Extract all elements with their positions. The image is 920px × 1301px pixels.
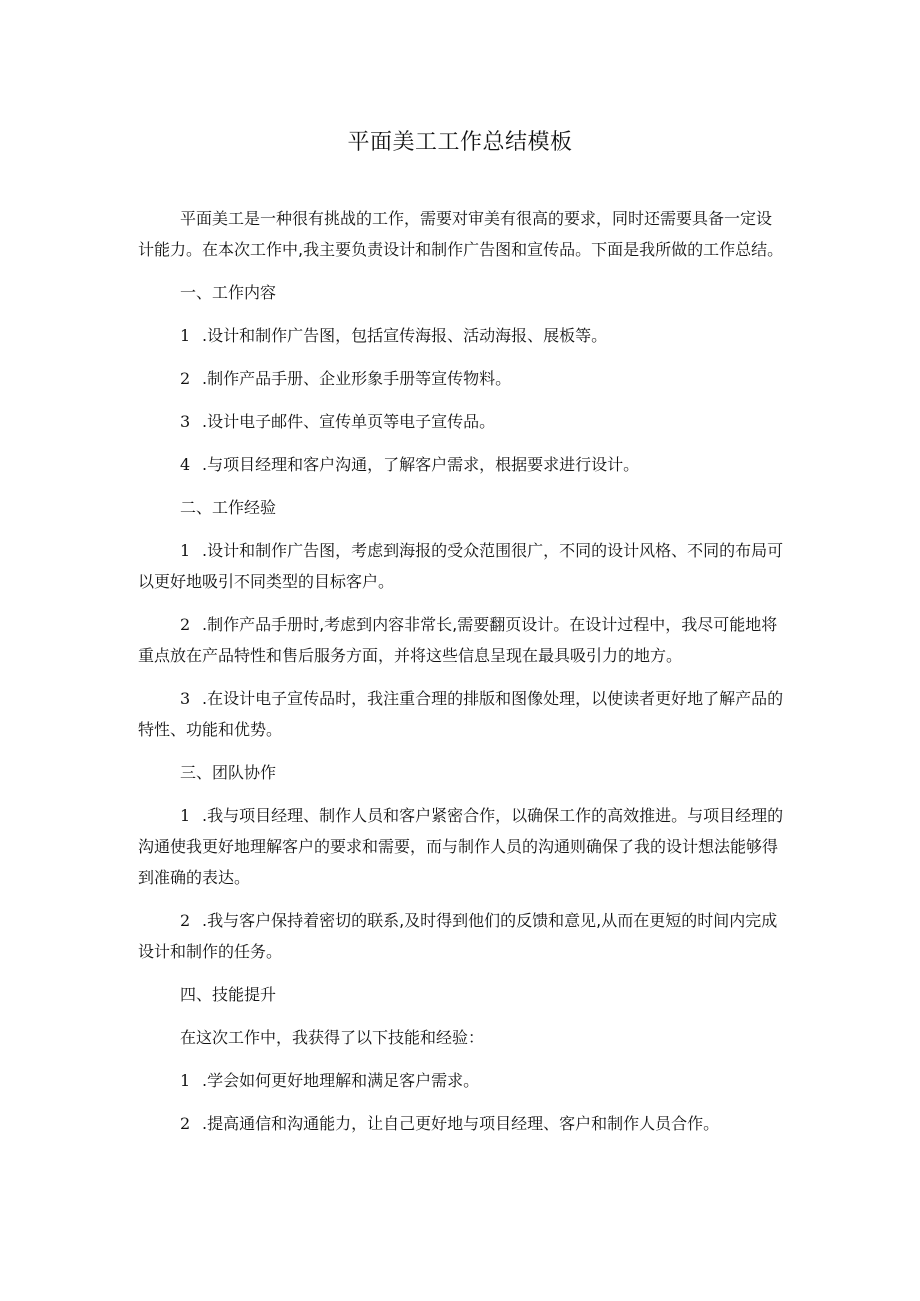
list-item-number: 1 bbox=[180, 541, 191, 560]
list-item bbox=[138, 683, 784, 745]
document-body bbox=[138, 203, 784, 1151]
list-item-text: .设计和制作广告图，包括宣传海报、活动海报、展板等。 bbox=[202, 326, 608, 345]
section-heading: 三、团队协作 bbox=[180, 763, 277, 782]
list-item bbox=[138, 535, 784, 597]
page-title: 平面美工工作总结模板 bbox=[347, 130, 573, 155]
list-item-number: 3 bbox=[180, 689, 191, 708]
list-item-number: 1 bbox=[180, 806, 191, 825]
list-item-text: .我与客户保持着密切的联系,及时得到他们的反馈和意见,从而在更短的时间内完成设计和制作的任务。 bbox=[138, 911, 778, 961]
list-item bbox=[138, 320, 784, 351]
list-item-number: 1 bbox=[180, 1071, 191, 1090]
list-item-text: .学会如何更好地理解和满足客户需求。 bbox=[202, 1071, 480, 1090]
list-item-text: .制作产品手册时,考虑到内容非常长,需要翻页设计。在设计过程中，我尽可能地将重点放在产品特性和售后服务方面，并将这些信息呈现在最具吸引力的地方。 bbox=[138, 615, 778, 665]
list-item-number: 2 bbox=[180, 1114, 191, 1133]
intro-paragraph: 平面美工是一种很有挑战的工作，需要对审美有很高的要求，同时还需要具备一定设计能力。在本次工作中,我主要负责设计和制作广告图和宣传品。下面是我所做的工作总结。 bbox=[138, 209, 784, 259]
list-item-text: .我与项目经理、制作人员和客户紧密合作，以确保工作的高效推进。与项目经理的沟通使我更好地理解客户的要求和需要，而与制作人员的沟通则确保了我的设计想法能够得到准确的表达。 bbox=[138, 806, 784, 887]
list-item bbox=[138, 609, 784, 671]
list-item-text: .与项目经理和客户沟通，了解客户需求，根据要求进行设计。 bbox=[202, 455, 640, 474]
list-item bbox=[138, 449, 784, 480]
list-item bbox=[138, 1108, 784, 1139]
section-heading: 二、工作经验 bbox=[180, 498, 277, 517]
list-item-text: .设计电子邮件、宣传单页等电子宣传品。 bbox=[202, 412, 496, 431]
list-item bbox=[138, 905, 784, 967]
list-item-number: 3 bbox=[180, 412, 191, 431]
list-item-text: .在设计电子宣传品时，我注重合理的排版和图像处理，以使读者更好地了解产品的特性、功能和优势。 bbox=[138, 689, 784, 739]
list-item-number: 1 bbox=[180, 326, 191, 345]
list-item-number: 2 bbox=[180, 911, 191, 930]
section-heading: 四、技能提升 bbox=[180, 985, 277, 1004]
list-item-text: .提高通信和沟通能力，让自己更好地与项目经理、客户和制作人员合作。 bbox=[202, 1114, 720, 1133]
section-lead: 在这次工作中，我获得了以下技能和经验： bbox=[180, 1028, 485, 1047]
list-item bbox=[138, 1065, 784, 1096]
section-heading: 一、工作内容 bbox=[180, 283, 277, 302]
list-item-text: .设计和制作广告图，考虑到海报的受众范围很广，不同的设计风格、不同的布局可以更好地吸引不同类型的目标客户。 bbox=[138, 541, 784, 591]
list-item-text: .制作产品手册、企业形象手册等宣传物料。 bbox=[202, 369, 512, 388]
list-item bbox=[138, 800, 784, 893]
list-item-number: 4 bbox=[180, 455, 191, 474]
list-item-number: 2 bbox=[180, 615, 191, 634]
list-item bbox=[138, 363, 784, 394]
list-item-number: 2 bbox=[180, 369, 191, 388]
list-item bbox=[138, 406, 784, 437]
